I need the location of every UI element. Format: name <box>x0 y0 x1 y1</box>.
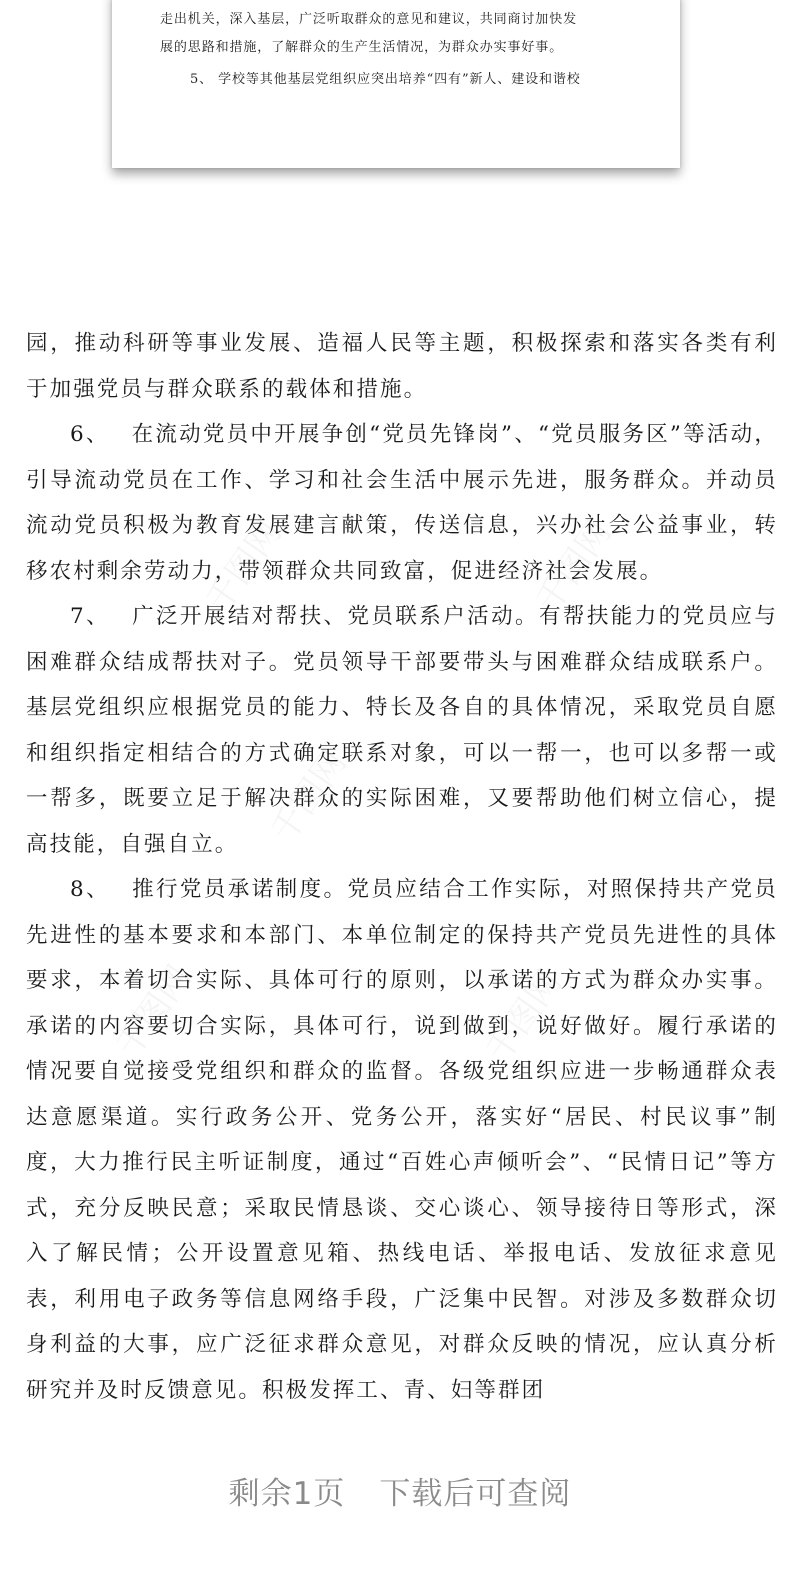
download-prompt[interactable] <box>0 1468 800 1513</box>
paragraph-text: 广泛开展结对帮扶、党员联系户活动。有帮扶能力的党员应与困难群众结成帮扶对子。党员领导干部要带头与困难群众结成联系户。基层党组织应根据党员的能力、特长及各自的具体情况，采取党员自愿和组织指定相结合的方式确定联系对象，可以一帮一，也可以多帮一或一帮多，既要立足于解决群众的实际困难，又要帮助他们树立信心，提高技能，自强自立。 <box>26 604 778 857</box>
item-number: 6、 <box>70 422 110 447</box>
remaining-pages-label: 剩余1页 <box>228 1476 346 1512</box>
preview-line-2: 展的思路和措施，了解群众的生产生活情况，为群众办实事好事。 <box>160 40 564 55</box>
paragraph-item-7 <box>26 594 778 867</box>
download-hint-label: 下载后可查阅 <box>379 1476 572 1512</box>
preview-line-3: 5、 学校等其他基层党组织应突出培养“四有”新人、建设和谐校 <box>190 72 581 87</box>
paragraph-text: 在流动党员中开展争创“党员先锋岗”、“党员服务区”等活动，引导流动党员在工作、学习和社会生活中展示先进，服务群众。并动员流动党员积极为教育发展建言献策，传送信息，兴办社会公益事业，转移农村剩余劳动力，带领群众共同致富，促进经济社会发展。 <box>26 422 778 584</box>
item-number: 8、 <box>70 877 111 902</box>
paragraph-text: 推行党员承诺制度。党员应结合工作实际，对照保持共产党员先进性的基本要求和本部门、本单位制定的保持共产党员先进性的具体要求，本着切合实际、具体可行的原则，以承诺的方式为群众办实事。承诺的内容要切合实际，具体可行，说到做到，说好做好。履行承诺的情况要自觉接受党组织和群众的监督。各级党组织应进一步畅通群众表达意愿渠道。实行政务公开、党务公开，落实好“居民、村民议事”制度，大力推行民主听证制度，通过“百姓心声倾听会”、“民情日记”等方式，充分反映民意；采取民情恳谈、交心谈心、领导接待日等形式，深入了解民情；公开设置意见箱、热线电话、举报电话、发放征求意见表，利用电子政务等信息网络手段，广泛集中民智。对涉及多数群众切身利益的大事，应广泛征求群众意见，对群众反映的情况，应认真分析研究并及时反馈意见。积极发挥工、青、妇等群团 <box>26 877 778 1403</box>
paragraph-item-6 <box>26 412 778 594</box>
item-number: 7、 <box>70 604 111 629</box>
page-preview-card <box>112 0 680 168</box>
paragraph-continued: 园，推动科研等事业发展、造福人民等主题，积极探索和落实各类有利于加强党员与群众联系的载体和措施。 <box>26 331 778 402</box>
paragraph-item-8 <box>26 867 778 1413</box>
preview-line-1: 走出机关，深入基层，广泛听取群众的意见和建议，共同商讨加快发 <box>160 12 578 27</box>
document-body <box>26 321 778 1413</box>
